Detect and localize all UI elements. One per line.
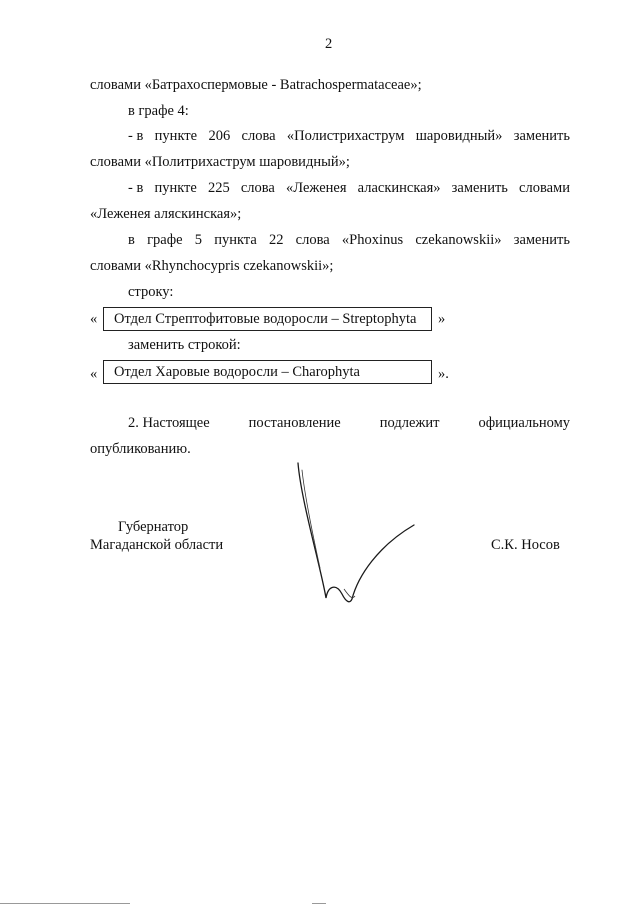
signatory-name: С.К. Носов <box>491 537 560 553</box>
word: слова <box>241 128 276 144</box>
word: заменить <box>451 180 508 196</box>
word: «Phoxinus <box>341 232 404 248</box>
paragraph-line-5 <box>128 180 570 197</box>
page-number: 2 <box>325 36 333 52</box>
word: заменить <box>513 232 570 248</box>
word: аласкинская» <box>357 180 441 196</box>
scan-line <box>312 903 326 904</box>
word: слова <box>240 180 275 196</box>
word: постановление <box>248 415 341 431</box>
word: «Полистрихаструм <box>286 128 405 144</box>
old-row-text: Отдел Стрептофитовые водоросли – Streptophyta <box>114 311 417 327</box>
word: слова <box>295 232 330 248</box>
word: подлежит <box>379 415 440 431</box>
word: - в <box>128 128 144 144</box>
paragraph-line-11 <box>128 415 570 432</box>
word: словами <box>519 180 570 196</box>
word: пункте <box>154 128 198 144</box>
signatory-title-line-2: Магаданской области <box>90 537 224 553</box>
scan-line <box>0 903 130 904</box>
word: 225 <box>207 180 230 196</box>
word: - в <box>128 180 144 196</box>
paragraph-line-3 <box>128 128 570 145</box>
paragraph-line-10: заменить строкой: <box>128 337 241 353</box>
word: шаровидный» <box>415 128 503 144</box>
old-table-row <box>103 307 432 331</box>
word: в <box>128 232 135 248</box>
signatory-title-line-1: Губернатор <box>118 519 189 535</box>
close-quote: ». <box>438 366 449 382</box>
word: графе <box>147 232 183 248</box>
word: czekanowskii» <box>415 232 502 248</box>
new-table-row <box>103 360 432 384</box>
paragraph-line-7 <box>128 232 570 249</box>
word: официальному <box>478 415 570 431</box>
word: 5 <box>194 232 202 248</box>
new-row-text: Отдел Харовые водоросли – Charophyta <box>114 364 360 380</box>
paragraph-line-6: «Леженея аляскинская»; <box>90 206 242 222</box>
word: 2. Настоящее <box>128 415 210 431</box>
close-quote: » <box>438 311 446 327</box>
paragraph-line-12: опубликованию. <box>90 441 191 457</box>
word: пункта <box>214 232 257 248</box>
word: 206 <box>208 128 231 144</box>
word: «Леженея <box>285 180 347 196</box>
paragraph-line-9: строку: <box>128 284 174 300</box>
word: заменить <box>513 128 570 144</box>
word: 22 <box>268 232 284 248</box>
paragraph-line-2: в графе 4: <box>128 103 189 119</box>
open-quote: « <box>90 366 98 382</box>
paragraph-line-4: словами «Политрихаструм шаровидный»; <box>90 154 350 170</box>
word: пункте <box>154 180 197 196</box>
open-quote: « <box>90 311 98 327</box>
paragraph-line-8: словами «Rhynchocypris czekanowskii»; <box>90 258 334 274</box>
paragraph-line-1: словами «Батрахоспермовые - Batrachospermataceae»; <box>90 77 422 93</box>
handwritten-signature <box>286 458 426 608</box>
